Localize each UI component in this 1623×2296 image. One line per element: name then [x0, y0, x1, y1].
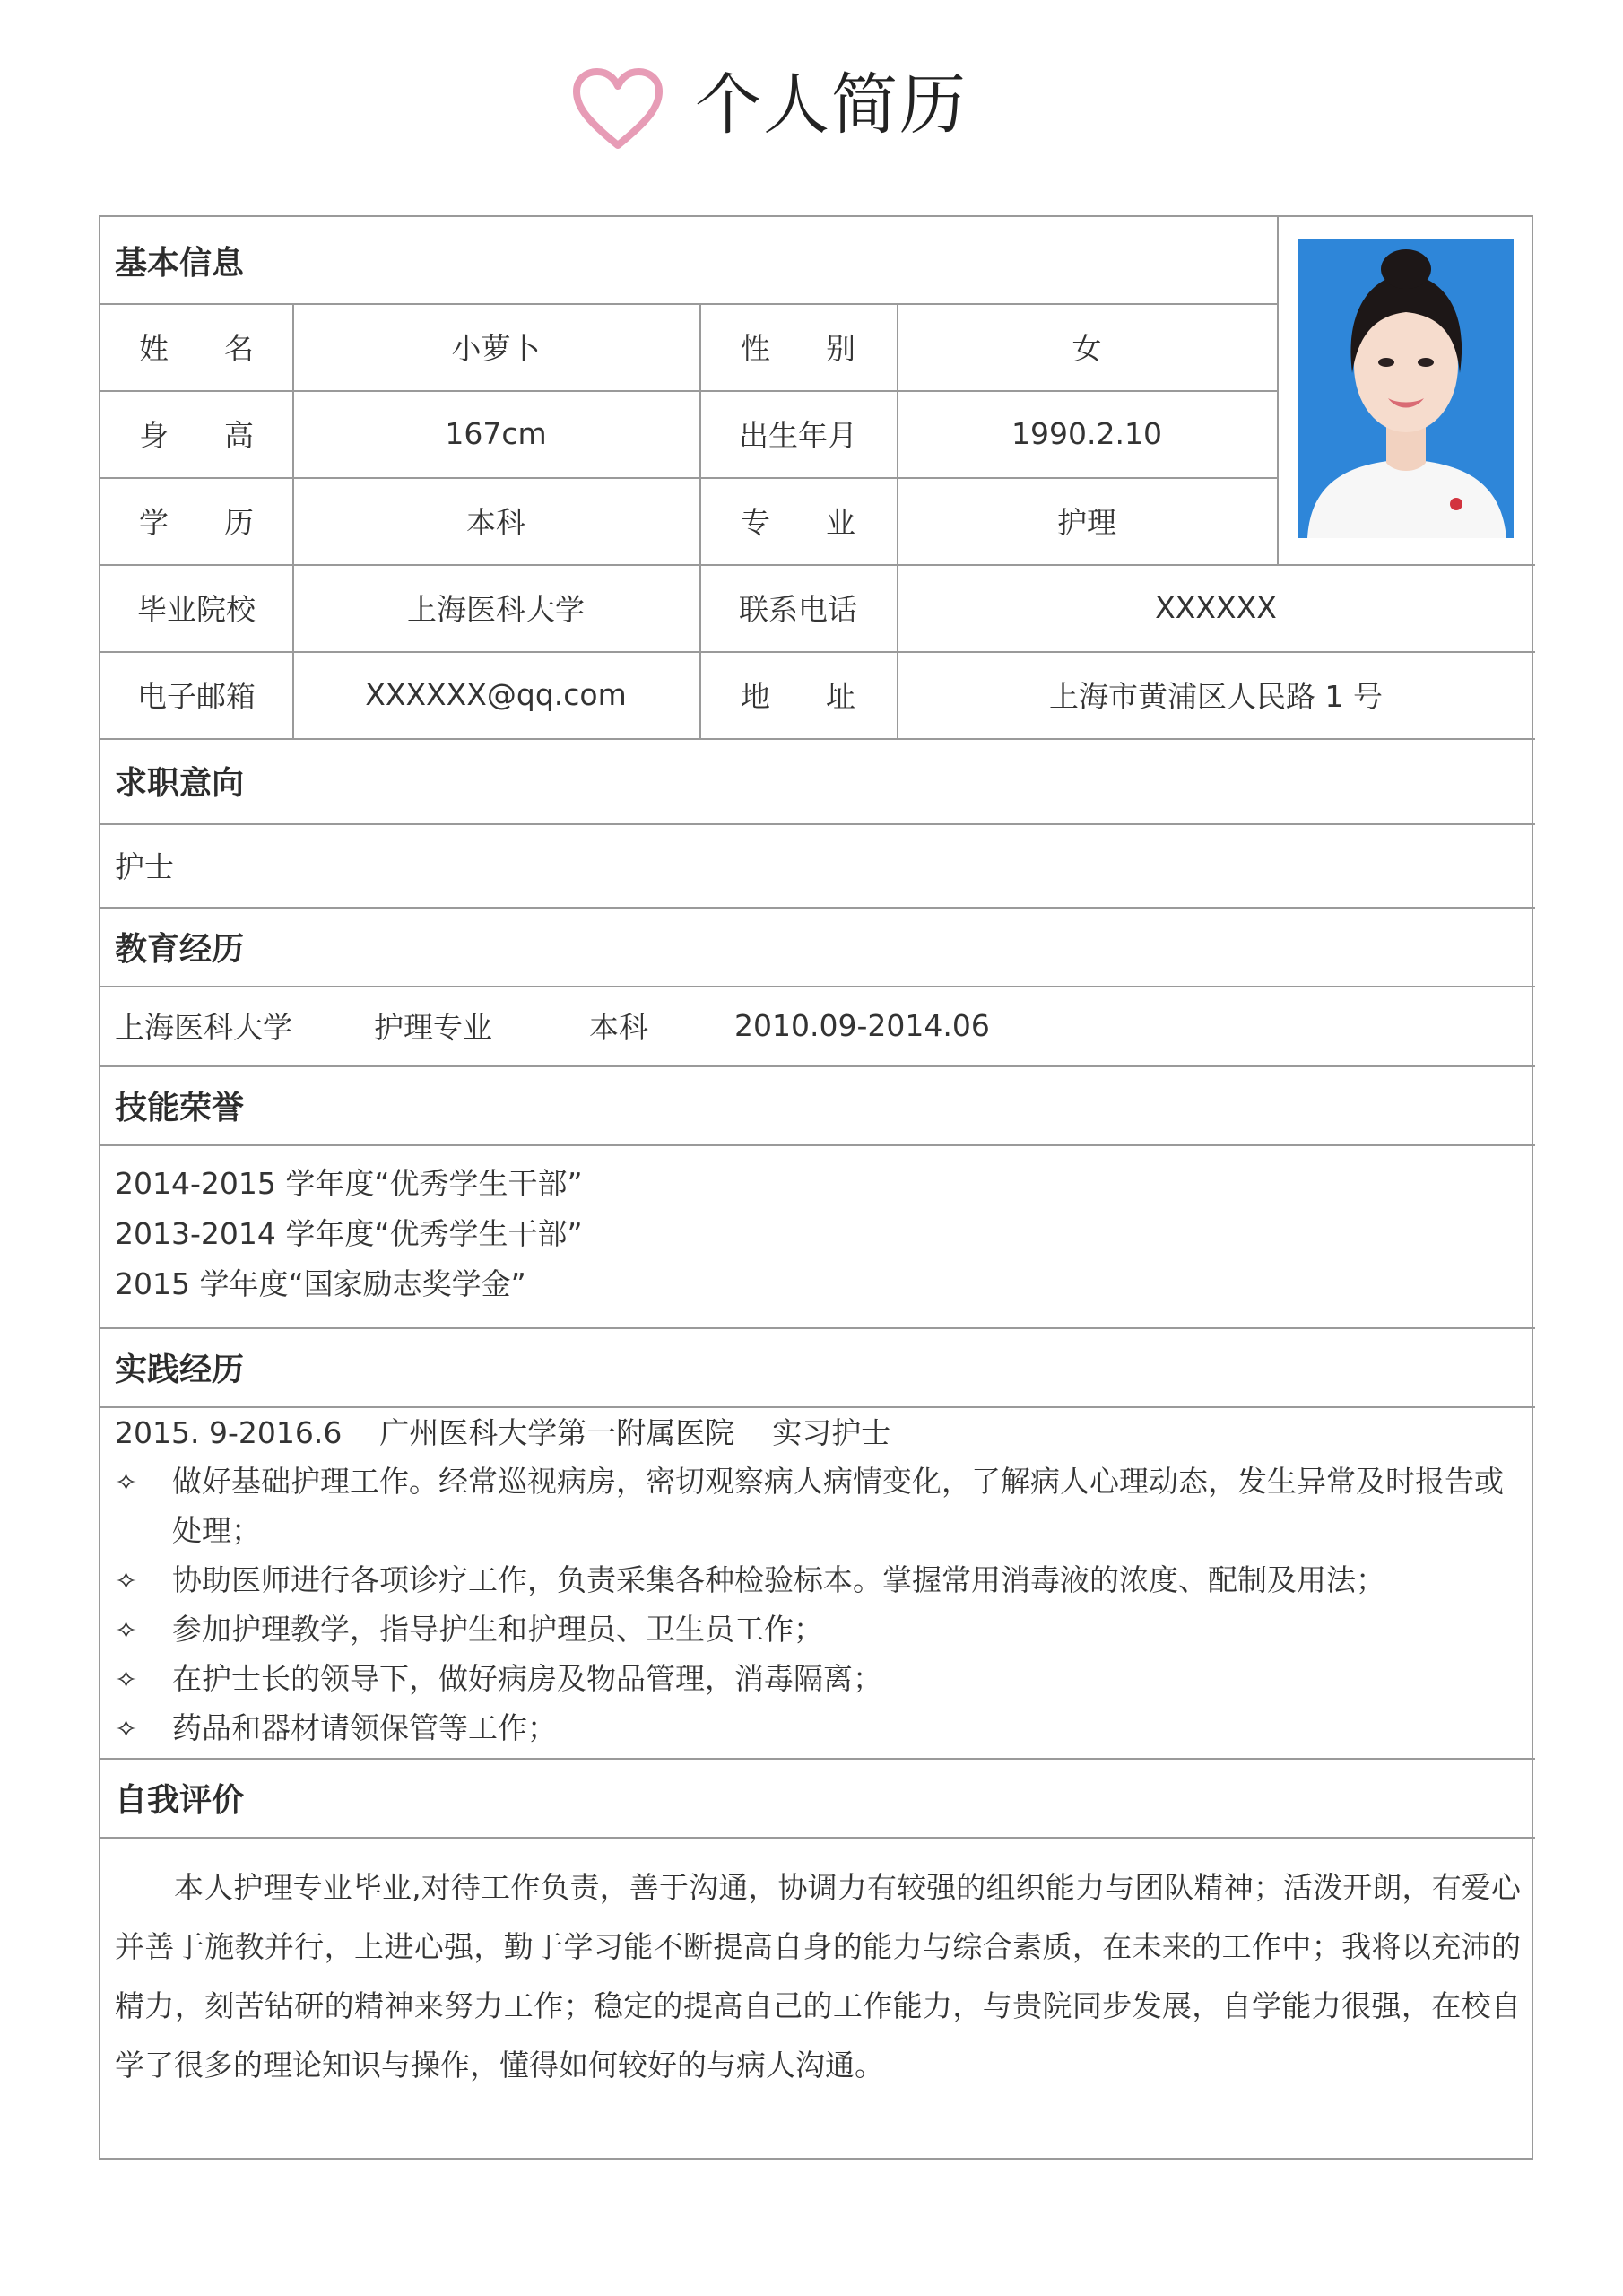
email-label: 电子邮箱 — [137, 679, 256, 714]
section-heading-education: 教育经历 — [115, 930, 245, 968]
list-item: ✧ 协助医师进行各项诊疗工作，负责采集各种检验标本。掌握常用消毒液的浓度、配制及用法； — [115, 1555, 1514, 1605]
heart-outline-icon — [571, 66, 664, 152]
degree-label: 学 历 — [139, 505, 254, 540]
section-heading-intent: 求职意向 — [115, 765, 245, 802]
education-school: 上海医科大学 — [115, 1010, 292, 1045]
school-label: 毕业院校 — [137, 592, 256, 627]
section-heading-skills: 技能荣誉 — [115, 1089, 245, 1126]
intent-value: 护士 — [115, 849, 174, 884]
height-value: 167cm — [445, 416, 547, 451]
sparkle-icon: ✧ — [115, 1467, 138, 1499]
education-major: 护理专业 — [374, 1010, 492, 1045]
list-item: 2015 学年度“国家励志奖学金” — [115, 1266, 526, 1301]
email-value: XXXXXX@qq.com — [365, 677, 627, 712]
major-value: 护理 — [1057, 505, 1116, 540]
profile-photo — [1298, 239, 1514, 538]
list-item: ✧ 参加护理教学，指导护生和护理员、卫生员工作； — [115, 1605, 1514, 1654]
section-heading-practice: 实践经历 — [115, 1351, 245, 1388]
education-degree: 本科 — [589, 1010, 648, 1045]
skills-list — [115, 1159, 1514, 1309]
title-bar — [0, 56, 1623, 154]
major-label: 专 业 — [741, 505, 855, 540]
name-label: 姓 名 — [139, 331, 254, 366]
self-evaluation-text: 本人护理专业毕业,对待工作负责，善于沟通，协调力有较强的组织能力与团队精神；活泼开朗，有爱心并善于施教并行，上进心强，勤于学习能不断提高自身的能力与综合素质，在未来的工作中；我将以充沛的精力，刻苦钻研的精神来努力工作；稳定的提高自己的工作能力，与贵院同步发展，自学能力很强，在校自学了很多的理论知识与操作，懂得如何较好的与病人沟通。 — [115, 1870, 1521, 2083]
school-value: 上海医科大学 — [407, 592, 585, 627]
address-label: 地 址 — [741, 679, 855, 714]
list-item: ✧ 做好基础护理工作。经常巡视病房，密切观察病人病情变化，了解病人心理动态，发生异常及时报告或处理； — [115, 1457, 1514, 1555]
section-heading-basic: 基本信息 — [115, 244, 245, 282]
list-item: ✧ 药品和器材请领保管等工作； — [115, 1703, 1514, 1752]
height-label: 身 高 — [139, 418, 254, 453]
degree-value: 本科 — [466, 505, 525, 540]
gender-value: 女 — [1072, 331, 1102, 366]
list-item: ✧ 在护士长的领导下，做好病房及物品管理，消毒隔离； — [115, 1654, 1514, 1703]
phone-label: 联系电话 — [739, 592, 857, 627]
list-item: 2013-2014 学年度“优秀学生干部” — [115, 1216, 583, 1251]
sparkle-icon: ✧ — [115, 1566, 138, 1597]
sparkle-icon: ✧ — [115, 1665, 138, 1696]
name-value: 小萝卜 — [451, 331, 541, 366]
page-title: 个人简历 — [695, 66, 968, 144]
birth-value: 1990.2.10 — [1011, 416, 1162, 451]
birth-label: 出生年月 — [739, 418, 857, 453]
sparkle-icon: ✧ — [115, 1615, 138, 1647]
education-period: 2010.09-2014.06 — [734, 1008, 990, 1043]
sparkle-icon: ✧ — [115, 1714, 138, 1745]
phone-value: XXXXXX — [1155, 590, 1277, 625]
gender-label: 性 别 — [741, 331, 855, 366]
address-value: 上海市黄浦区人民路 1 号 — [1049, 679, 1383, 714]
resume-table — [99, 215, 1533, 2160]
self-evaluation-block — [100, 1858, 1535, 2145]
portrait-illustration — [1298, 239, 1514, 538]
section-heading-self: 自我评价 — [115, 1781, 245, 1819]
practice-header: 2015. 9-2016.6 广州医科大学第一附属医院 实习护士 — [115, 1415, 891, 1450]
practice-content — [115, 1410, 1514, 1752]
list-item: 2014-2015 学年度“优秀学生干部” — [115, 1166, 583, 1201]
